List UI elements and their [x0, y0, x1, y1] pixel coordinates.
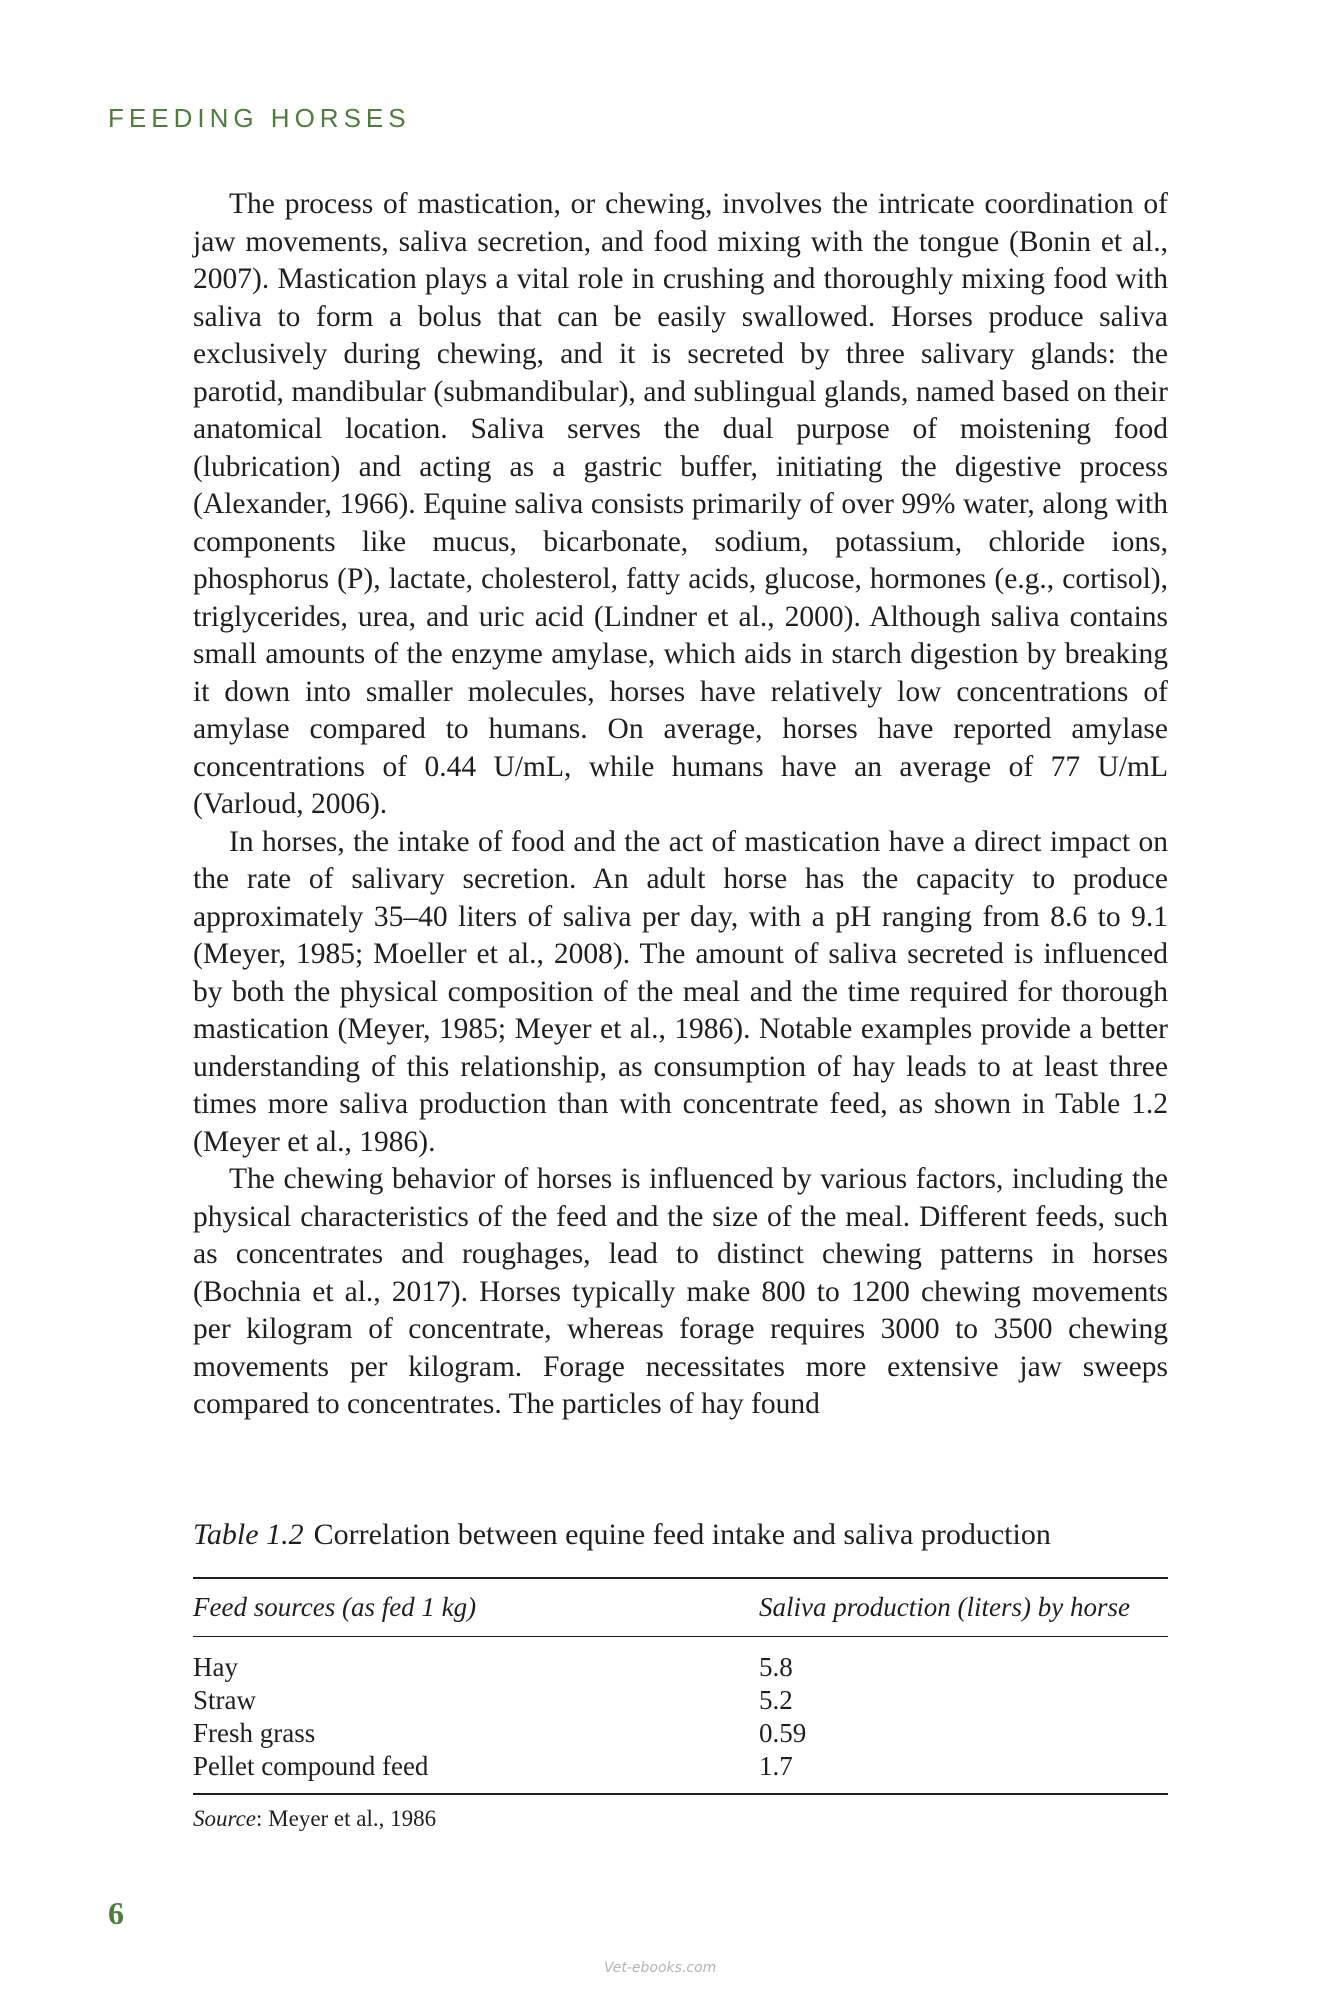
- table-cell-saliva: 5.2: [759, 1685, 793, 1715]
- table-cell-feed: Hay: [193, 1652, 238, 1682]
- table-row: [193, 1750, 1168, 1794]
- table-cell-saliva: 0.59: [759, 1718, 807, 1748]
- body-text: [193, 186, 1168, 1424]
- table-cell-saliva: 5.8: [759, 1652, 793, 1682]
- table-row: [193, 1637, 1168, 1685]
- paragraph: The chewing behavior of horses is influenced by various factors, including the physical characteristics of the feed and the size of the meal. Different feeds, such as concentrates and roughages, lead to distinct chewing patterns in horses (Bochnia et al., 2017). Horses typically make 800 to 1200 chewing movements per kilogram of concentrate, whereas forage requires 3000 to 3500 chewing movements per kilogram. Forage necessitates more extensive jaw sweeps compared to concentrates. The particles of hay found: [193, 1163, 1168, 1420]
- table-source-note: [193, 1806, 436, 1832]
- watermark-logo: Vet-ebooks.com: [604, 1960, 717, 1976]
- table-caption-text: Correlation between equine feed intake and saliva production: [313, 1518, 1051, 1551]
- paragraph: The process of mastication, or chewing, involves the intricate coordination of jaw movements, saliva secretion, and food mixing with the tongue (Bonin et al., 2007). Mastication plays a vital role in crushing and thoroughly mixing food with saliva to form a bolus that can be easily swallowed. Horses produce saliva exclusively during chewing, and it is secreted by three salivary glands: the parotid, mandibular (submandibular), and sublingual glands, named based on their anatomical location. Saliva serves the dual purpose of moistening food (lubrication) and acting as a gastric buffer, initiating the digestive process (Alexander, 1966). Equine saliva consists primarily of over 99% water, along with components like mucus, bicarbonate, sodium, potassium, chloride ions, phosphorus (P), lactate, cholesterol, fatty acids, glucose, hormones (e.g., cortisol), triglycerides, urea, and uric acid (Lindner et al., 2000). Although saliva contains small amounts of the enzyme amylase, which aids in starch digestion by breaking it down into smaller molecules, horses have relatively low concentrations of amylase compared to humans. On average, horses have reported amylase concentrations of 0.44 U/mL, while humans have an average of 77 U/mL (Varloud, 2006).: [193, 188, 1168, 820]
- column-header-feed-source: Feed sources (as fed 1 kg): [193, 1592, 477, 1622]
- page-number: 6: [108, 1895, 124, 1931]
- table-header-row: [193, 1578, 1168, 1637]
- table-number: Table 1.2: [193, 1518, 304, 1551]
- table-cell-saliva: 1.7: [759, 1751, 793, 1781]
- table-row: [193, 1717, 1168, 1750]
- table-caption: [193, 1517, 1168, 1553]
- table-cell-feed: Fresh grass: [193, 1718, 316, 1748]
- column-header-saliva-production: Saliva production (liters) by horse: [759, 1592, 1130, 1622]
- saliva-table: [193, 1577, 1168, 1795]
- table-cell-feed: Straw: [193, 1685, 256, 1715]
- paragraph: In horses, the intake of food and the act of mastication have a direct impact on the rate of salivary secretion. An adult horse has the capacity to produce approximately 35–40 liters of saliva per day, with a pH ranging from 8.6 to 9.1 (Meyer, 1985; Moeller et al., 2008). The amount of saliva secreted is influenced by both the physical composition of the meal and the time required for thorough mastication (Meyer, 1985; Meyer et al., 1986). Notable examples provide a better understanding of this relationship, as consumption of hay leads to at least three times more saliva production than with concentrate feed, as shown in Table 1.2 (Meyer et al., 1986).: [193, 825, 1168, 1158]
- source-label: Source: [193, 1806, 257, 1831]
- source-text: : Meyer et al., 1986: [256, 1806, 437, 1831]
- table-cell-feed: Pellet compound feed: [193, 1751, 429, 1781]
- running-head: FEEDING HORSES: [108, 103, 411, 133]
- table-row: [193, 1684, 1168, 1717]
